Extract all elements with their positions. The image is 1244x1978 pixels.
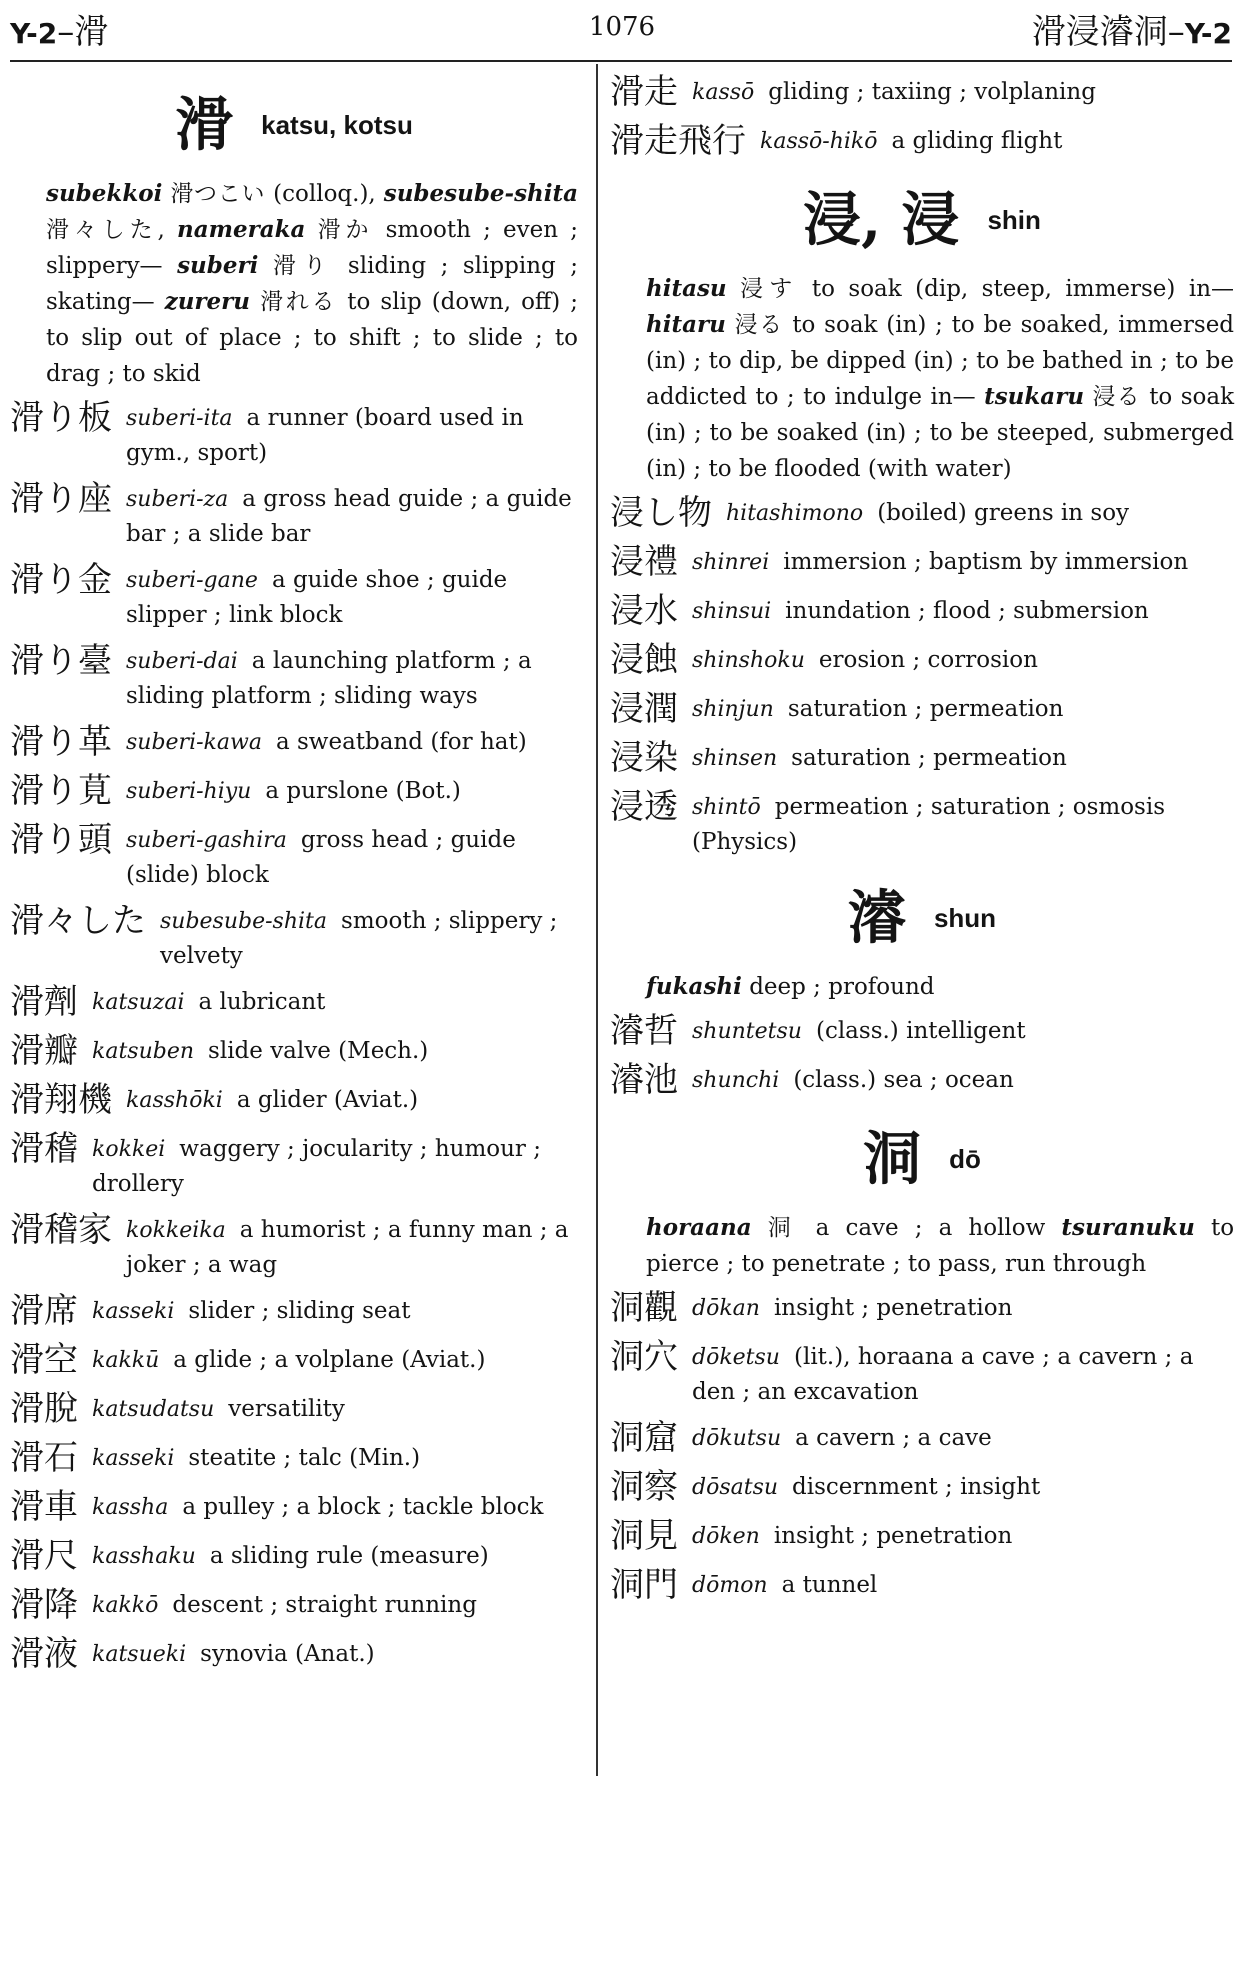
gloss-text: (colloq.), [273, 181, 376, 207]
entry-body [92, 1634, 578, 1672]
gloss-text: to soak (dip, steep, immerse) in— [811, 276, 1235, 302]
entry-body [92, 1389, 578, 1427]
dictionary-entry [610, 591, 1234, 631]
entry-romaji: hitashimono [726, 501, 864, 526]
dictionary-entry [10, 1585, 578, 1625]
entry-romaji: shinrei [692, 550, 770, 575]
entry-romaji: kakkō [92, 1593, 159, 1618]
entry-kanji: 滑走飛行 [610, 121, 746, 161]
entry-kanji: 洞窟 [610, 1418, 678, 1458]
entry-romaji: dōsatsu [692, 1475, 779, 1500]
entry-body [760, 121, 1234, 159]
entry-body [692, 689, 1234, 727]
entry-kanji: 洞門 [610, 1565, 678, 1605]
entry-body [126, 722, 578, 760]
entry-meaning: a sweatband (for hat) [275, 729, 527, 755]
reading-word: suberi [177, 252, 259, 279]
entry-kanji: 洞穴 [610, 1337, 678, 1377]
dictionary-entry [10, 1634, 578, 1674]
entry-romaji: dōkutsu [692, 1426, 782, 1451]
entry-meaning: a glider (Aviat.) [236, 1087, 419, 1113]
kana-form: 滑々した, [46, 217, 165, 243]
dictionary-entry [10, 560, 578, 632]
left-column [10, 66, 578, 1683]
entry-romaji: suberi-dai [126, 649, 238, 674]
entry-kanji: 滑液 [10, 1634, 78, 1674]
column-rule [596, 64, 598, 1776]
entry-meaning: a pulley ; a block ; tackle block [182, 1494, 544, 1520]
entry-kanji: 浸染 [610, 738, 678, 778]
entry-meaning: a sliding rule (measure) [209, 1543, 489, 1569]
entry-body [692, 542, 1234, 580]
entry-meaning: a launching platform ; a sliding platform ; sliding ways [126, 648, 532, 709]
entry-kanji: 滑脫 [10, 1389, 78, 1429]
headword [610, 871, 1234, 963]
entry-romaji: shintō [692, 795, 761, 820]
headword-kanji: 濬 [847, 883, 906, 952]
entry-kanji: 洞見 [610, 1516, 678, 1556]
entry-romaji: dōken [692, 1524, 760, 1549]
entry-kanji: 滑り座 [10, 479, 112, 519]
entry-kanji: 浸水 [610, 591, 678, 631]
entry-meaning: a glide ; a volplane (Aviat.) [173, 1347, 486, 1373]
entry-meaning: insight ; penetration [773, 1295, 1013, 1321]
entry-body [126, 479, 578, 551]
gloss-text: sliding ; slipping ; skating— [46, 253, 579, 315]
entry-kanji: 滑り金 [10, 560, 112, 600]
entry-body [692, 1011, 1234, 1049]
head-kanji-left: 滑 [74, 12, 109, 52]
entry-kanji: 浸潤 [610, 689, 678, 729]
entry-kanji: 滑翔機 [10, 1080, 112, 1120]
entry-romaji: shunchi [692, 1068, 780, 1093]
section-code-left: Y-2 [10, 17, 58, 50]
entry-romaji: katsueki [92, 1642, 187, 1667]
entry-romaji: suberi-kawa [126, 730, 262, 755]
entry-romaji: kakkū [92, 1348, 160, 1373]
running-head-left: Y-2–滑 [10, 12, 109, 52]
dictionary-entry [610, 787, 1234, 859]
entry-kanji: 滑り臺 [10, 641, 112, 681]
entry-body [92, 1438, 578, 1476]
entry-romaji: dōmon [692, 1573, 768, 1598]
gloss-text: deep ; profound [749, 974, 935, 1000]
entry-meaning: slider ; sliding seat [188, 1298, 411, 1324]
entry-meaning: insight ; penetration [773, 1523, 1013, 1549]
dictionary-entry [610, 121, 1234, 161]
gloss-text: smooth ; even ; slippery— [46, 217, 579, 279]
dictionary-entry [610, 1011, 1234, 1051]
entry-kanji: 滑り頭 [10, 820, 112, 860]
dictionary-entry [610, 1337, 1234, 1409]
reading-word: nameraka [176, 216, 306, 243]
dictionary-entry [10, 641, 578, 713]
dictionary-entry [10, 479, 578, 551]
headword-reading: shun [933, 902, 997, 933]
entry-body [692, 1467, 1234, 1505]
entry-kanji: 滑り莧 [10, 771, 112, 811]
headword-definition [646, 1210, 1234, 1282]
entry-kanji: 洞察 [610, 1467, 678, 1507]
entry-body [692, 738, 1234, 776]
entry-meaning: a cavern ; a cave [795, 1425, 992, 1451]
headword-kanji: 浸, 浸 [803, 185, 960, 254]
headword-kanji: 滑 [175, 90, 234, 159]
reading-word: hitaru [646, 311, 726, 338]
reading-word: zureru [164, 288, 251, 315]
entry-romaji: shinjun [692, 697, 774, 722]
entry-body [692, 787, 1234, 859]
reading-word: hitasu [646, 275, 727, 302]
entry-body [692, 640, 1234, 678]
gloss-text: to pierce ; to penetrate ; to pass, run through [646, 1215, 1235, 1277]
entry-romaji: suberi-gane [126, 568, 258, 593]
entry-body [160, 901, 578, 973]
dictionary-entry [10, 1536, 578, 1576]
dictionary-entry [610, 689, 1234, 729]
dictionary-entry [610, 1467, 1234, 1507]
entry-kanji: 滑々した [10, 901, 146, 941]
entry-meaning: synovia (Anat.) [200, 1641, 375, 1667]
reading-word: horaana [646, 1214, 752, 1241]
dictionary-entry [610, 1565, 1234, 1605]
entry-meaning: (boiled) greens in soy [877, 500, 1130, 526]
dictionary-entry [610, 542, 1234, 582]
entry-romaji: katsuben [92, 1039, 195, 1064]
entry-body [692, 1288, 1234, 1326]
reading-word: subesube-shita [383, 180, 579, 207]
entry-kanji: 滑劑 [10, 982, 78, 1022]
dictionary-entry [10, 901, 578, 973]
reading-word: tsuranuku [1061, 1214, 1195, 1241]
entry-body [692, 1516, 1234, 1554]
reading-word: subekkoi [46, 180, 163, 207]
headword-reading: dō [949, 1143, 981, 1174]
headword [10, 78, 578, 170]
entry-kanji: 滑席 [10, 1291, 78, 1331]
dictionary-entry [610, 493, 1234, 533]
headword-kanji: 洞 [863, 1124, 922, 1193]
entry-romaji: katsuzai [92, 990, 185, 1015]
entry-body [92, 1129, 578, 1201]
entry-body [92, 1585, 578, 1623]
head-kanji-right: 滑浸濬洞 [1031, 12, 1168, 52]
dictionary-entry [10, 722, 578, 762]
entry-romaji: kasshaku [92, 1544, 196, 1569]
entry-body [92, 1536, 578, 1574]
dictionary-entry [10, 1210, 578, 1282]
entry-romaji: katsudatsu [92, 1397, 215, 1422]
entry-kanji: 浸蝕 [610, 640, 678, 680]
entry-romaji: dōkan [692, 1296, 760, 1321]
entry-meaning: a guide shoe ; guide slipper ; link block [126, 567, 508, 628]
section-code-right: Y-2 [1184, 17, 1232, 50]
entry-romaji: kasshōki [126, 1088, 223, 1113]
entry-body [692, 591, 1234, 629]
entry-body [126, 820, 578, 892]
entry-kanji: 浸し物 [610, 493, 712, 533]
entry-meaning: steatite ; talc (Min.) [188, 1445, 421, 1471]
entry-kanji: 滑降 [10, 1585, 78, 1625]
entry-body [126, 560, 578, 632]
dictionary-entry [610, 738, 1234, 778]
kana-form: 浸る [734, 312, 784, 338]
entry-meaning: a gross head guide ; a guide bar ; a slide bar [126, 486, 572, 547]
dictionary-entry [610, 1060, 1234, 1100]
entry-romaji: shinshoku [692, 648, 805, 673]
kana-form: 滑れる [260, 289, 338, 315]
entry-meaning: immersion ; baptism by immersion [783, 549, 1189, 575]
entry-meaning: (class.) sea ; ocean [793, 1067, 1014, 1093]
dictionary-entry [610, 1516, 1234, 1556]
entry-body [726, 493, 1234, 531]
entry-meaning: gross head ; guide (slide) block [126, 827, 516, 888]
reading-word: fukashi [646, 973, 742, 1000]
headword-definition [646, 271, 1234, 487]
entry-kanji: 滑り革 [10, 722, 112, 762]
reading-word: tsukaru [984, 383, 1085, 410]
headword [610, 1112, 1234, 1204]
entry-meaning: a tunnel [781, 1572, 878, 1598]
entry-body [126, 641, 578, 713]
entry-meaning: a gliding flight [891, 128, 1063, 154]
entry-romaji: kassha [92, 1495, 169, 1520]
right-column [610, 66, 1234, 1614]
entry-romaji: kasseki [92, 1446, 175, 1471]
headword-definition [646, 969, 1234, 1005]
entry-meaning: erosion ; corrosion [818, 647, 1038, 673]
entry-kanji: 浸禮 [610, 542, 678, 582]
entry-meaning: inundation ; flood ; submersion [785, 598, 1149, 624]
entry-meaning: descent ; straight running [172, 1592, 477, 1618]
entry-meaning: a humorist ; a funny man ; a joker ; a wag [126, 1217, 569, 1278]
dictionary-entry [10, 771, 578, 811]
entry-body [92, 1291, 578, 1329]
entry-romaji: suberi-ita [126, 406, 233, 431]
entry-body [126, 1080, 578, 1118]
dictionary-entry [610, 72, 1234, 112]
entry-meaning: permeation ; saturation ; osmosis (Physics) [692, 794, 1166, 855]
entry-body [692, 1060, 1234, 1098]
entry-meaning: slide valve (Mech.) [208, 1038, 429, 1064]
entry-body [692, 1418, 1234, 1456]
entry-romaji: suberi-gashira [126, 828, 287, 853]
entry-meaning: saturation ; permeation [791, 745, 1067, 771]
entry-romaji: shinsui [692, 599, 772, 624]
running-head-right: 滑浸濬洞–Y-2 [1031, 12, 1232, 52]
headword-reading: shin [987, 204, 1041, 235]
headword-definition [46, 176, 578, 392]
entry-romaji: dōketsu [692, 1345, 780, 1370]
dictionary-entry [10, 1438, 578, 1478]
dictionary-entry [10, 1389, 578, 1429]
dictionary-entry [10, 1031, 578, 1071]
gloss-text: to soak (in) ; to be soaked (in) ; to be steeped, submerged (in) ; to be flooded (with water) [646, 384, 1235, 482]
headword [610, 173, 1234, 265]
entry-kanji: 滑空 [10, 1340, 78, 1380]
entry-meaning: smooth ; slippery ; velvety [160, 908, 558, 969]
dictionary-entry [10, 1129, 578, 1201]
gloss-text: to slip (down, off) ; to slip out of place ; to shift ; to slide ; to drag ; to skid [46, 289, 579, 387]
entry-kanji: 滑尺 [10, 1536, 78, 1576]
entry-meaning: (lit.), horaana a cave ; a cavern ; a den ; an excavation [692, 1344, 1194, 1405]
entry-kanji: 濬哲 [610, 1011, 678, 1051]
kana-form: 浸す [740, 276, 799, 302]
entry-body [692, 72, 1234, 110]
entry-romaji: shuntetsu [692, 1019, 802, 1044]
entry-body [126, 1210, 578, 1282]
entry-meaning: waggery ; jocularity ; humour ; drollery [92, 1136, 541, 1197]
entry-meaning: gliding ; taxiing ; volplaning [768, 79, 1096, 105]
entry-body [92, 1487, 578, 1525]
entry-kanji: 滑稽 [10, 1129, 78, 1169]
entry-body [692, 1337, 1234, 1409]
entry-kanji: 滑走 [610, 72, 678, 112]
entry-romaji: kokkei [92, 1137, 166, 1162]
entry-kanji: 滑り板 [10, 398, 112, 438]
kana-form: 滑か [317, 217, 374, 243]
gloss-text: to soak (in) ; to be soaked, immersed (in) ; to dip, be dipped (in) ; to be bathed in ; to be addicted to ; to indulge in— [646, 312, 1235, 410]
entry-romaji: kassō-hikō [760, 129, 878, 154]
entry-meaning: (class.) intelligent [815, 1018, 1026, 1044]
entry-kanji: 洞觀 [610, 1288, 678, 1328]
kana-form: 滑り [272, 253, 334, 279]
dictionary-entry [610, 1288, 1234, 1328]
header-rule [10, 60, 1232, 62]
entry-romaji: shinsen [692, 746, 778, 771]
entry-body [126, 771, 578, 809]
dictionary-entry [10, 398, 578, 470]
entry-kanji: 濬池 [610, 1060, 678, 1100]
entry-body [92, 1031, 578, 1069]
dictionary-entry [10, 820, 578, 892]
entry-romaji: subesube-shita [160, 909, 328, 934]
kana-form: 滑つこい [170, 181, 266, 207]
dictionary-entry [610, 1418, 1234, 1458]
page-number: 1076 [588, 12, 656, 42]
entry-meaning: a runner (board used in gym., sport) [126, 405, 524, 466]
dictionary-entry [10, 982, 578, 1022]
dictionary-entry [10, 1340, 578, 1380]
entry-body [126, 398, 578, 470]
entry-romaji: suberi-hiyu [126, 779, 252, 804]
entry-kanji: 滑車 [10, 1487, 78, 1527]
gloss-text: a cave ; a hollow [815, 1215, 1046, 1241]
headword-reading: katsu, kotsu [261, 109, 413, 140]
entry-body [692, 1565, 1234, 1603]
entry-meaning: discernment ; insight [792, 1474, 1041, 1500]
entry-meaning: saturation ; permeation [787, 696, 1064, 722]
dictionary-entry [10, 1080, 578, 1120]
dictionary-entry [610, 640, 1234, 680]
entry-body [92, 1340, 578, 1378]
entry-meaning: a lubricant [198, 989, 326, 1015]
kana-form: 洞 [767, 1215, 800, 1241]
entry-meaning: a purslone (Bot.) [265, 778, 461, 804]
entry-kanji: 滑瓣 [10, 1031, 78, 1071]
dictionary-entry [10, 1291, 578, 1331]
kana-form: 浸る [1092, 384, 1141, 410]
entry-romaji: suberi-za [126, 487, 229, 512]
entry-meaning: versatility [228, 1396, 345, 1422]
entry-body [92, 982, 578, 1020]
entry-kanji: 浸透 [610, 787, 678, 827]
entry-romaji: kokkeika [126, 1218, 226, 1243]
entry-kanji: 滑石 [10, 1438, 78, 1478]
entry-romaji: kasseki [92, 1299, 175, 1324]
entry-romaji: kassō [692, 80, 755, 105]
dictionary-entry [10, 1487, 578, 1527]
entry-kanji: 滑稽家 [10, 1210, 112, 1250]
